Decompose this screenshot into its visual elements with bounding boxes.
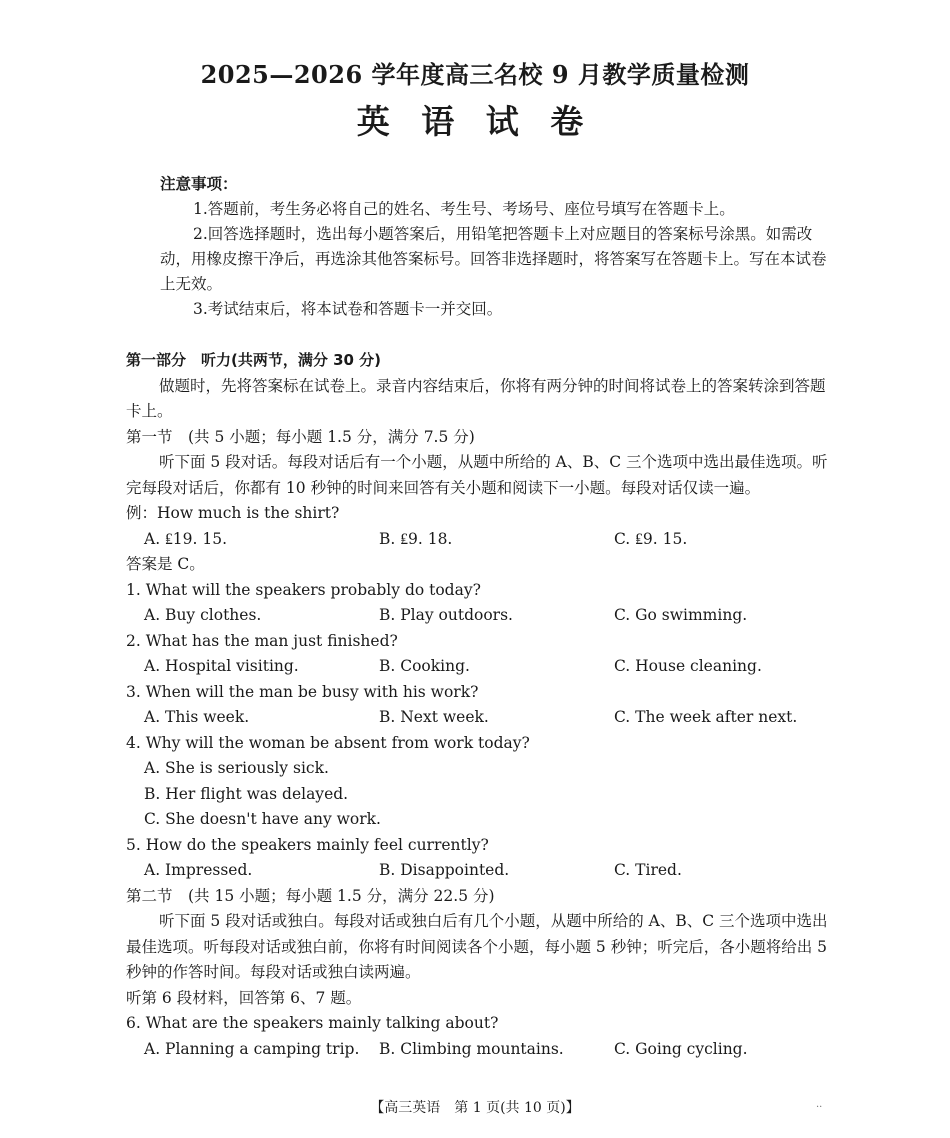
notes-item-3: 3.考试结束后，将本试卷和答题卡一并交回。 — [193, 300, 503, 318]
q3-option-b: B. Next week. — [379, 708, 489, 726]
q1-option-b: B. Play outdoors. — [379, 606, 513, 624]
q2-option-a: A. Hospital visiting. — [144, 657, 299, 675]
q5-option-b: B. Disappointed. — [379, 861, 510, 879]
question-3-options — [126, 705, 828, 731]
q6-option-b: B. Climbing mountains. — [379, 1039, 564, 1058]
example-options — [126, 527, 828, 553]
example-answer: 答案是 C。 — [126, 555, 205, 573]
question-2-options — [126, 654, 828, 680]
question-6: 6. What are the speakers mainly talking about? — [126, 1014, 499, 1032]
notes-item-1: 1.答题前，考生务必将自己的姓名、考生号、考场号、座位号填写在答题卡上。 — [193, 200, 735, 218]
exam-title: 2025—2026 学年度高三名校 9 月教学质量检测 — [200, 60, 750, 89]
question-6-options — [126, 1037, 828, 1063]
q4-option-c: C. She doesn't have any work. — [144, 810, 381, 828]
section1-intro: 听下面 5 段对话。每段对话后有一个小题，从题中所给的 A、B、C 三个选项中选出最佳选项。听完每段对话后，你都有 10 秒钟的时间来回答有关小题和阅读下一小题。每段对话仅读一遍。 — [126, 453, 828, 497]
question-1: 1. What will the speakers probably do today? — [126, 580, 481, 599]
part1-heading: 第一部分 听力(共两节，满分 30 分) — [126, 351, 382, 369]
listening-part — [126, 348, 828, 1062]
example-question: 例：How much is the shirt? — [126, 504, 340, 522]
question-5: 5. How do the speakers mainly feel currently? — [126, 835, 489, 854]
q6-option-a: A. Planning a camping trip. — [144, 1039, 360, 1058]
part1-intro: 做题时，先将答案标在试卷上。录音内容结束后，你将有两分钟的时间将试卷上的答案转涂到答题卡上。 — [126, 376, 826, 420]
q4-option-b: B. Her flight was delayed. — [144, 784, 349, 803]
question-1-options — [126, 603, 828, 629]
page-footer: 【高三英语 第 1 页(共 10 页)】 — [370, 1100, 580, 1116]
q6-option-c: C. Going cycling. — [614, 1039, 748, 1058]
q3-option-c: C. The week after next. — [614, 708, 798, 726]
corner-mark: ·· — [816, 1102, 823, 1113]
question-5-options — [126, 858, 828, 884]
question-4: 4. Why will the woman be absent from work today? — [126, 733, 530, 752]
notes-item-2: 2.回答选择题时，选出每小题答案后，用铅笔把答题卡上对应题目的答案标号涂黑。如需改动，用橡皮擦干净后，再选涂其他答案标号。回答非选择题时，将答案写在答题卡上。写在本试卷上无效。 — [160, 225, 827, 293]
exam-subject-title: 英 语 试 卷 — [356, 102, 594, 141]
example-option-c: C. ₤9. 15. — [614, 529, 688, 548]
notes-heading: 注意事项： — [160, 175, 238, 193]
q3-option-a: A. This week. — [144, 708, 250, 726]
section2-intro: 听下面 5 段对话或独白。每段对话或独白后有几个小题，从题中所给的 A、B、C 三个选项中选出最佳选项。听每段对话或独白前，你将有时间阅读各个小题，每小题 5 秒钟；听完后，各小题将给出 5 秒钟的作答时间。每段对话或独白读两遍。 — [126, 912, 828, 981]
q1-option-c: C. Go swimming. — [614, 606, 748, 624]
example-option-b: B. ₤9. 18. — [379, 529, 453, 548]
section2-heading: 第二节 (共 15 小题；每小题 1.5 分，满分 22.5 分) — [126, 886, 495, 905]
q2-option-c: C. House cleaning. — [614, 657, 762, 675]
section1-heading: 第一节 (共 5 小题；每小题 1.5 分，满分 7.5 分) — [126, 427, 475, 446]
question-2: 2. What has the man just finished? — [126, 631, 398, 650]
notes-section — [160, 172, 840, 322]
q5-option-a: A. Impressed. — [144, 861, 253, 879]
q4-option-a: A. She is seriously sick. — [144, 759, 329, 777]
material-6-instruction: 听第 6 段材料，回答第 6、7 题。 — [126, 988, 362, 1007]
q5-option-c: C. Tired. — [614, 861, 682, 879]
q2-option-b: B. Cooking. — [379, 657, 470, 675]
example-option-a: A. ₤19. 15. — [144, 529, 228, 548]
question-3: 3. When will the man be busy with his work? — [126, 682, 479, 701]
q1-option-a: A. Buy clothes. — [144, 606, 262, 624]
